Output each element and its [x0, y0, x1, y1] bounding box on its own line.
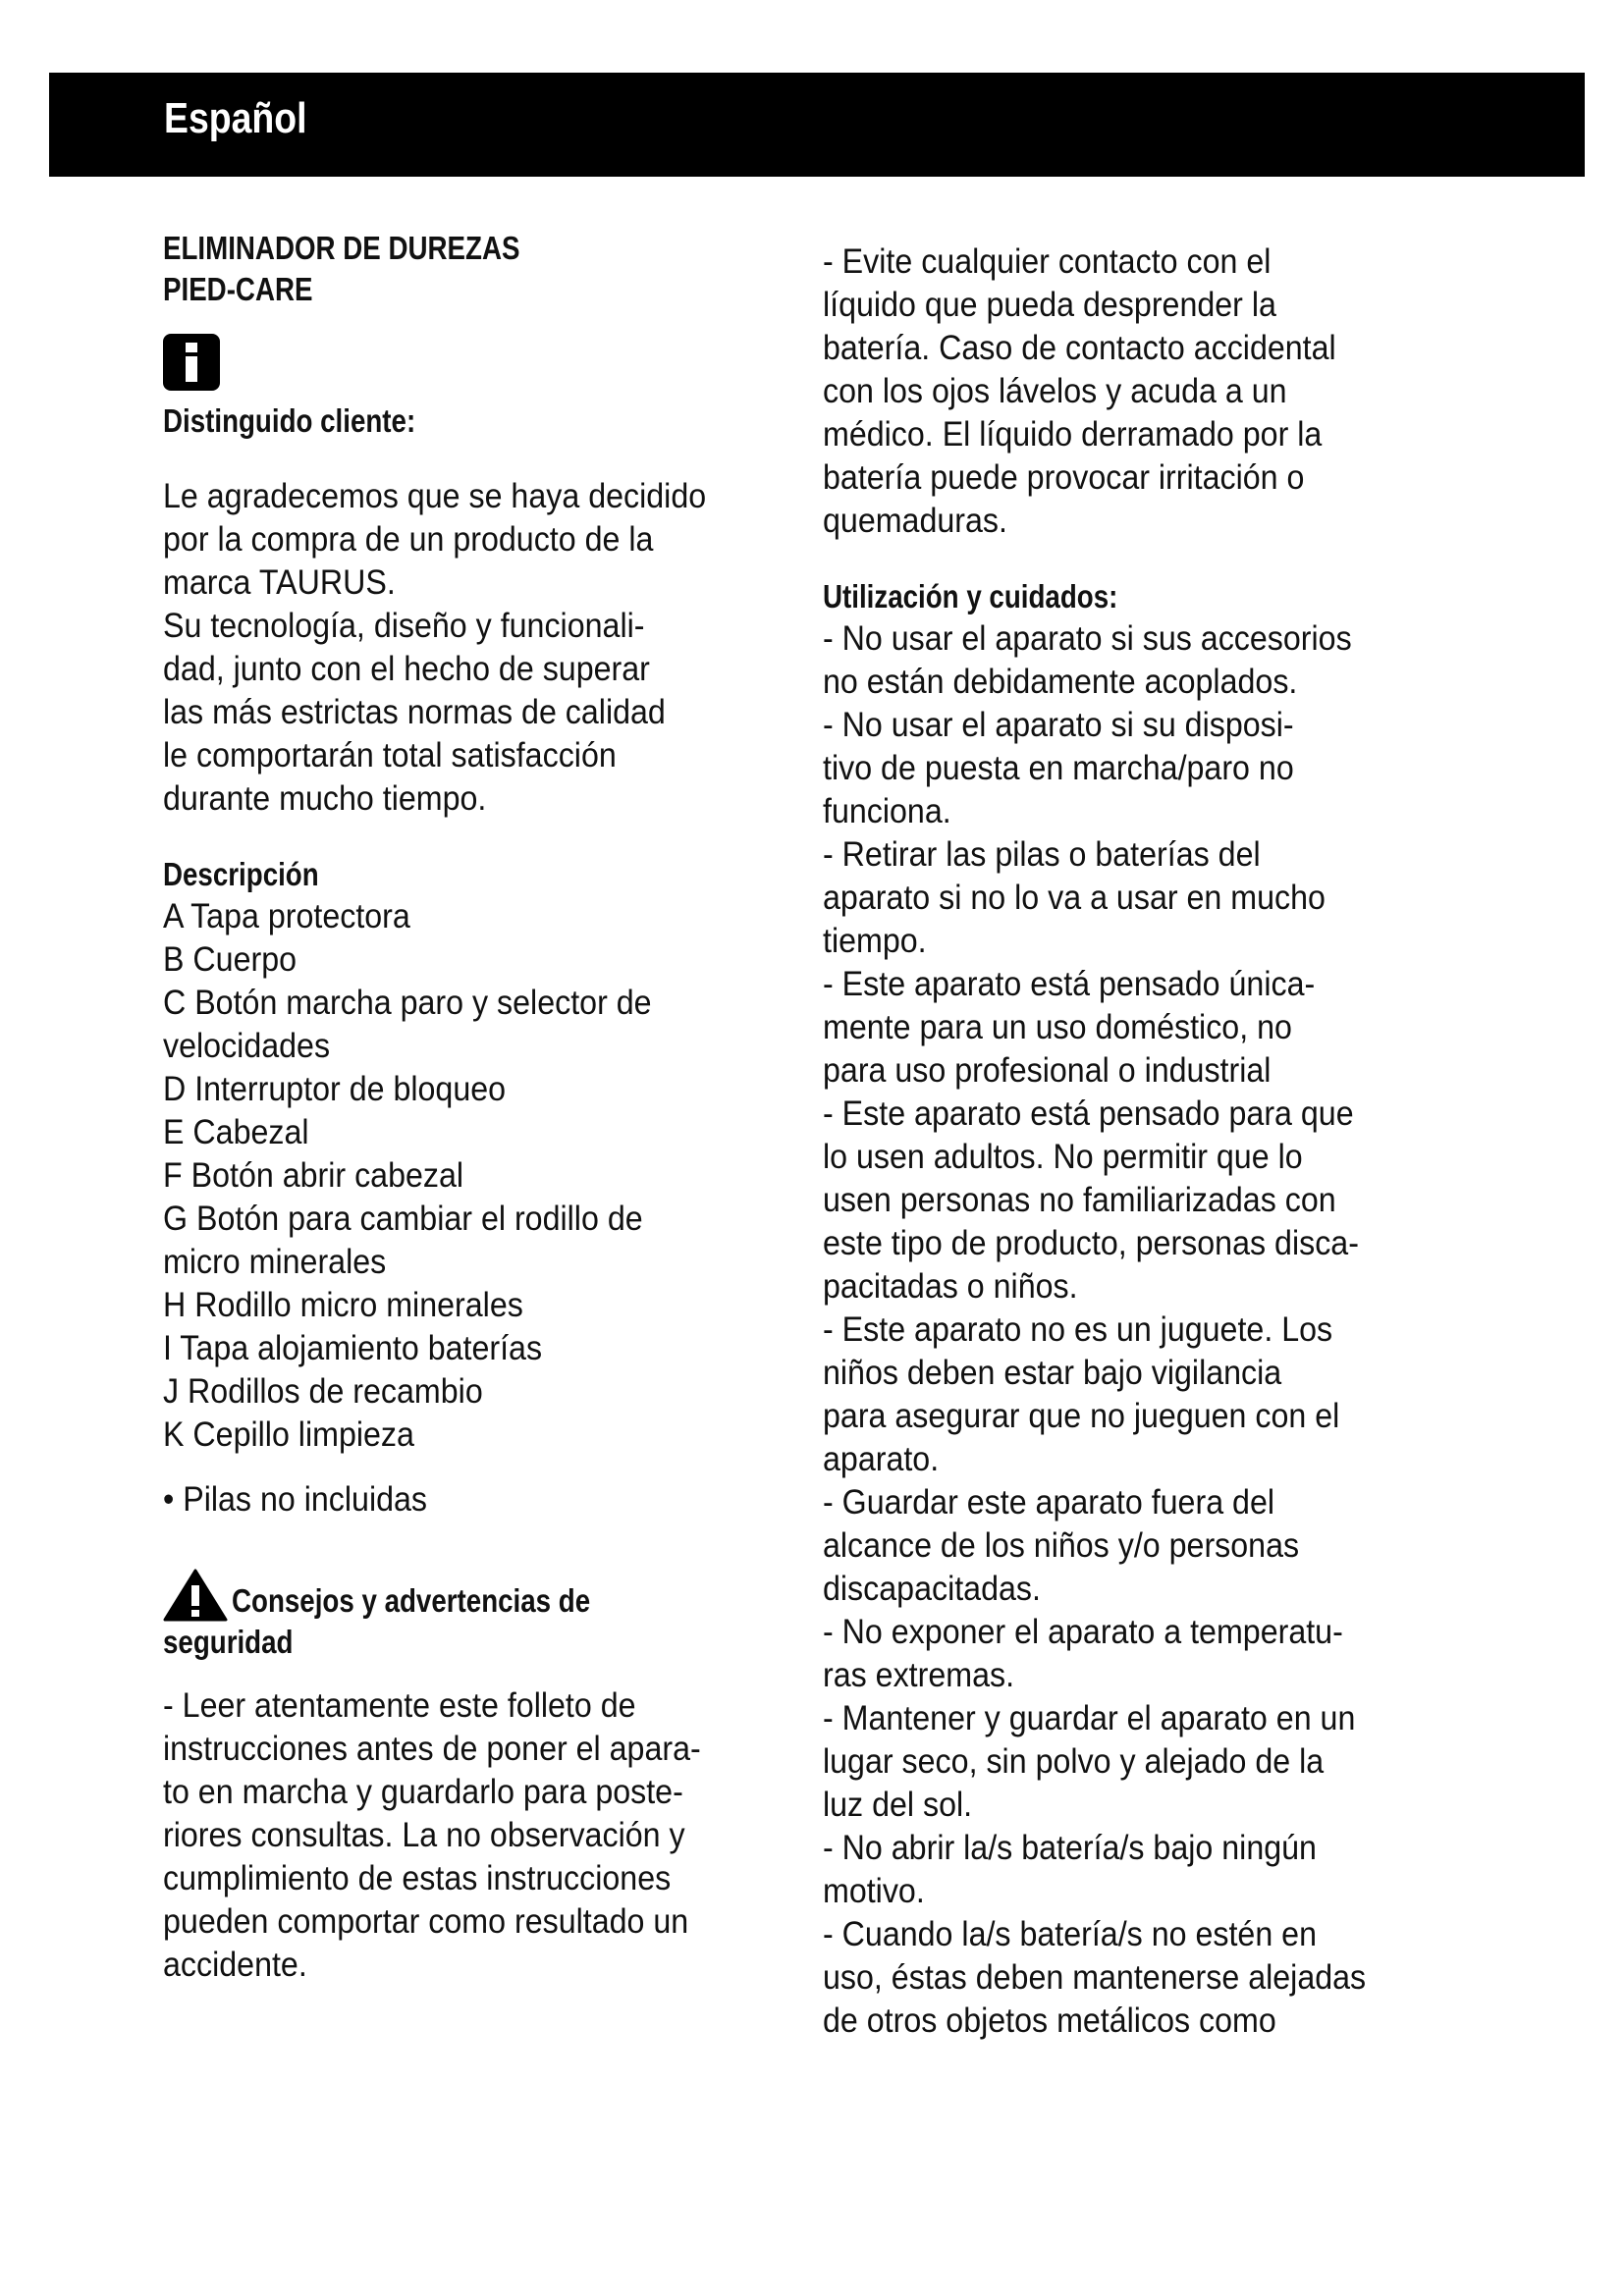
usage-line: - Este aparato no es un juguete. Los [823, 1310, 1333, 1349]
intro-line: durante mucho tiempo. [163, 779, 487, 818]
safety-heading-line-1: Consejos y advertencias de [232, 1582, 591, 1619]
safety-line: instrucciones antes de poner el apara- [163, 1730, 701, 1768]
usage-line: lo usen adultos. No permitir que lo [823, 1138, 1303, 1176]
description-item: D Interruptor de bloqueo [163, 1070, 507, 1108]
usage-line: - Cuando la/s batería/s no estén en [823, 1915, 1318, 1953]
usage-line: - No exponer el aparato a temperatu- [823, 1613, 1343, 1651]
usage-line: ras extremas. [823, 1656, 1015, 1694]
usage-line: - No abrir la/s batería/s bajo ningún [823, 1829, 1317, 1867]
intro-line: Le agradecemos que se haya decidido [163, 477, 707, 515]
product-title-line-1: ELIMINADOR DE DUREZAS [163, 230, 520, 266]
intro-line: las más estrictas normas de calidad [163, 693, 666, 731]
usage-line: usen personas no familiarizadas con [823, 1181, 1336, 1219]
description-item: K Cepillo limpieza [163, 1415, 414, 1454]
safety-line: riores consultas. La no observación y [163, 1816, 685, 1854]
usage-line: alcance de los niños y/o personas [823, 1526, 1300, 1565]
description-item: B Cuerpo [163, 940, 298, 979]
usage-heading: Utilización y cuidados: [823, 578, 1118, 614]
description-item: A Tapa protectora [163, 897, 410, 935]
usage-line: - Retirar las pilas o baterías del [823, 835, 1261, 874]
battery-line: batería. Caso de contacto accidental [823, 329, 1336, 367]
usage-line: discapacitadas. [823, 1570, 1041, 1608]
usage-list [823, 617, 1451, 2043]
safety-line: to en marcha y guardarlo para poste- [163, 1773, 683, 1811]
description-item: E Cabezal [163, 1113, 309, 1151]
warning-icon [163, 1569, 228, 1622]
intro-line: Su tecnología, diseño y funcionali- [163, 607, 645, 645]
description-heading: Descripción [163, 856, 319, 892]
usage-line: tivo de puesta en marcha/paro no [823, 749, 1294, 787]
usage-line: de otros objetos metálicos como [823, 2002, 1276, 2040]
left-column [163, 228, 782, 1987]
description-item: micro minerales [163, 1243, 387, 1281]
battery-line: con los ojos lávelos y acuda a un [823, 372, 1287, 410]
greeting-heading: Distinguido cliente: [163, 402, 416, 439]
usage-line: motivo. [823, 1872, 925, 1910]
usage-line: - Guardar este aparato fuera del [823, 1483, 1275, 1522]
description-item: C Botón marcha paro y selector de [163, 984, 652, 1022]
usage-line: aparato. [823, 1440, 940, 1478]
description-item: H Rodillo micro minerales [163, 1286, 523, 1324]
language-title: Español [164, 94, 307, 142]
language-header-bar [49, 73, 1585, 177]
usage-line: niños deben estar bajo vigilancia [823, 1354, 1282, 1392]
safety-heading-row [163, 1569, 782, 1622]
battery-line: líquido que pueda desprender la [823, 286, 1276, 324]
intro-line: dad, junto con el hecho de superar [163, 650, 650, 688]
usage-line: luz del sol. [823, 1786, 973, 1824]
usage-line: mente para un uso doméstico, no [823, 1008, 1292, 1046]
usage-line: este tipo de producto, personas disca- [823, 1224, 1359, 1262]
intro-line: marca TAURUS. [163, 563, 396, 602]
safety-line: cumplimiento de estas instrucciones [163, 1859, 672, 1897]
usage-line: - No usar el aparato si sus accesorios [823, 619, 1352, 658]
right-column [823, 240, 1451, 2043]
usage-line: aparato si no lo va a usar en mucho [823, 879, 1326, 917]
usage-line: - Este aparato está pensado para que [823, 1095, 1354, 1133]
description-item: G Botón para cambiar el rodillo de [163, 1200, 643, 1238]
usage-line: para uso profesional o industrial [823, 1051, 1272, 1090]
battery-line: quemaduras. [823, 502, 1007, 540]
usage-line: funciona. [823, 792, 951, 830]
safety-paragraph [163, 1684, 782, 1987]
usage-line: - Este aparato está pensado única- [823, 965, 1316, 1003]
usage-line: para asegurar que no jueguen con el [823, 1397, 1340, 1435]
description-item: J Rodillos de recambio [163, 1372, 483, 1411]
usage-line: lugar seco, sin polvo y alejado de la [823, 1742, 1325, 1781]
usage-line: - Mantener y guardar el aparato en un [823, 1699, 1356, 1737]
info-icon [163, 334, 220, 391]
battery-line: batería puede provocar irritación o [823, 458, 1305, 497]
battery-warning-paragraph [823, 240, 1451, 543]
safety-line: accidente. [163, 1946, 307, 1984]
usage-line: pacitadas o niños. [823, 1267, 1078, 1306]
intro-line: le comportarán total satisfacción [163, 736, 617, 774]
usage-line: tiempo. [823, 922, 927, 960]
description-list [163, 895, 782, 1457]
intro-paragraph [163, 475, 782, 821]
safety-heading-line-2: seguridad [163, 1624, 294, 1660]
battery-line: médico. El líquido derramado por la [823, 415, 1323, 454]
description-item: I Tapa alojamiento baterías [163, 1329, 543, 1367]
product-title-line-2: PIED-CARE [163, 271, 313, 307]
usage-line: no están debidamente acoplados. [823, 663, 1298, 701]
description-item: velocidades [163, 1027, 331, 1065]
safety-line: - Leer atentamente este folleto de [163, 1686, 636, 1725]
batteries-note: • Pilas no incluidas [163, 1480, 428, 1519]
usage-line: - No usar el aparato si su disposi- [823, 706, 1294, 744]
description-item: F Botón abrir cabezal [163, 1156, 464, 1195]
usage-line: uso, éstas deben mantenerse alejadas [823, 1958, 1367, 1997]
safety-line: pueden comportar como resultado un [163, 1902, 689, 1941]
battery-line: - Evite cualquier contacto con el [823, 242, 1272, 281]
intro-line: por la compra de un producto de la [163, 520, 654, 559]
